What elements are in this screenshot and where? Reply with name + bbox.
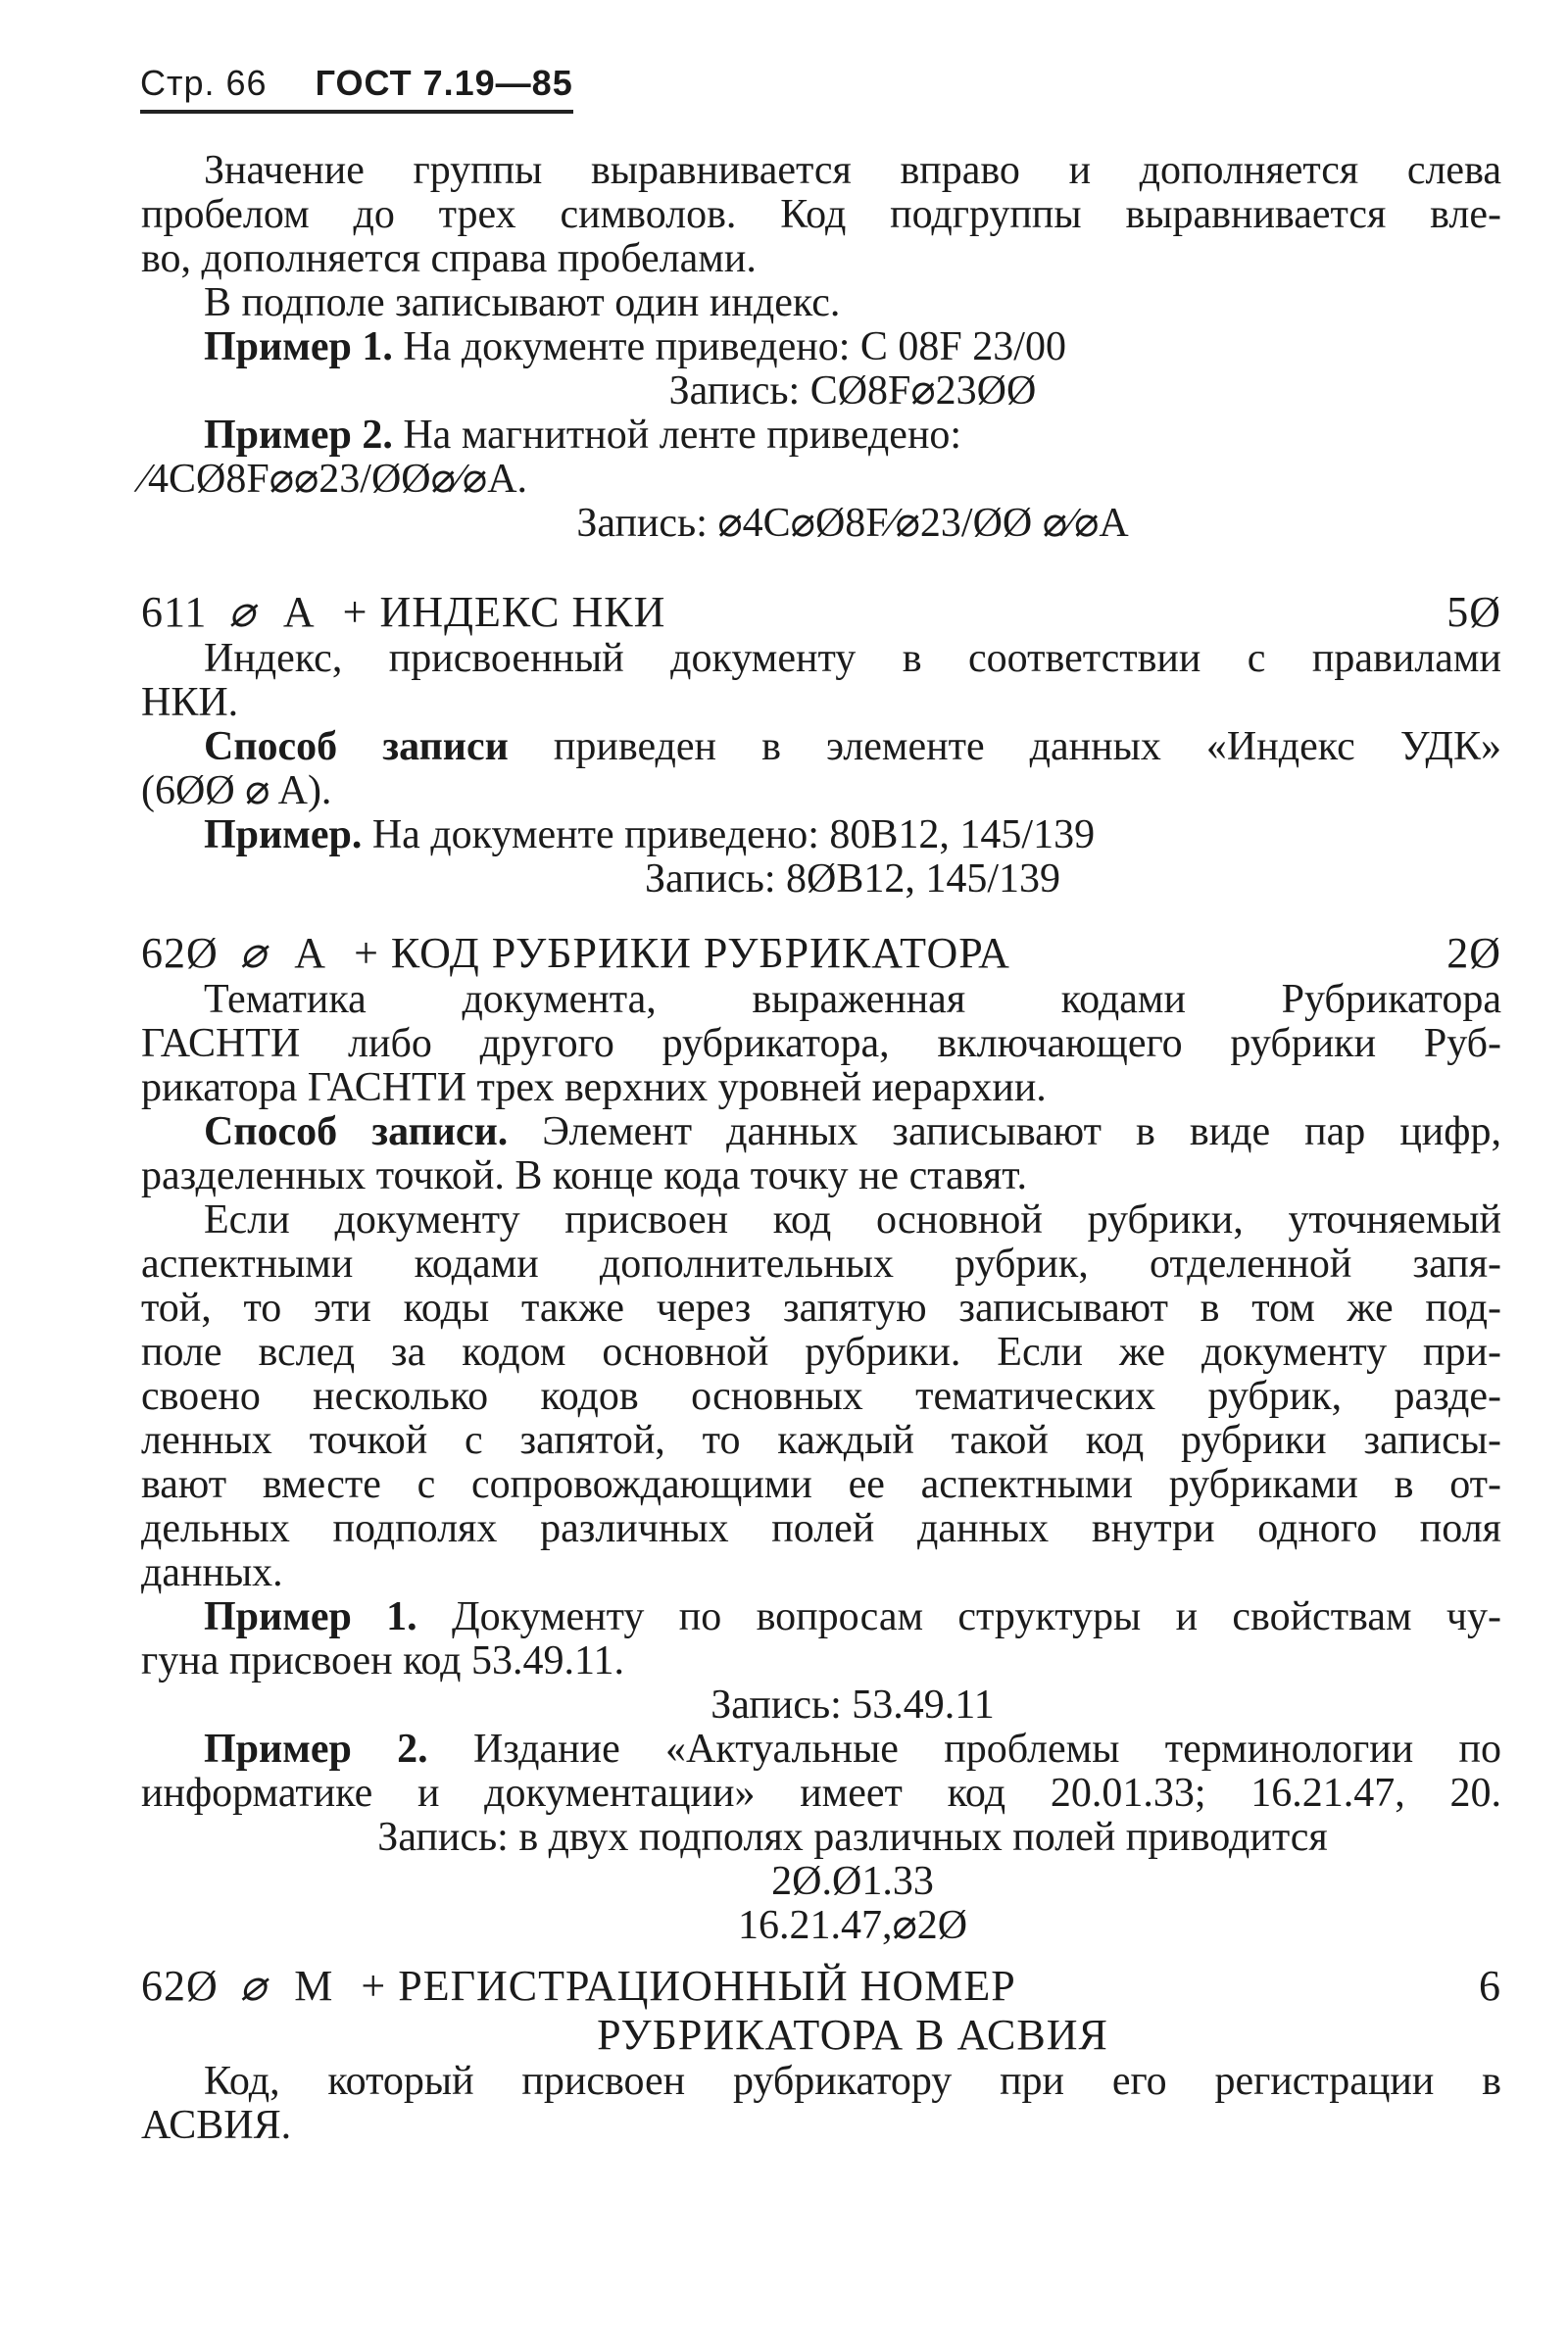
text-line: ГАСНТИ либо другого рубрикатора, включающего рубрики Руб- [141,1021,1501,1066]
record-line: Запись: CØ8F⌀23ØØ [668,368,1037,414]
text-line: пробелом до трех символов. Код подгруппы выравнивается вле- [141,192,1501,237]
record-value: 16.21.47,⌀2Ø [737,1903,968,1948]
method-line [204,1110,1501,1154]
text-line: ленных точкой с запятой, то каждый такой код рубрики записы- [141,1418,1501,1463]
field-subfield: M [294,1962,334,2010]
text-line: аспектными кодами дополнительных рубрик, отделенной запя- [141,1242,1501,1287]
example-text: Издание «Актуальные проблемы терминологии по [427,1727,1502,1772]
field-heading [141,929,1501,978]
method-label: Способ записи [204,724,509,769]
field-heading [141,588,1501,637]
field-name: + РЕГИСТРАЦИОННЫЙ НОМЕР [361,1962,1016,2010]
field-611-block [141,588,1501,902]
text-line: Код, который присвоен рубрикатору при его регистрации в [204,2059,1501,2104]
standard-number: ГОСТ 7.19—85 [315,63,573,103]
field-tag: 611 [141,588,208,636]
text-line: той, то эти коды также через запятую записывают в том же под- [141,1286,1501,1331]
field-subfield: A [282,588,316,636]
method-text: приведен в элементе данных «Индекс УДК» [508,724,1501,769]
text-line: Значение группы выравнивается вправо и дополняется слева [204,148,1501,193]
text-line: Тематика документа, выраженная кодами Рубрикатора [204,977,1501,1022]
field-flag: ⌀ [239,1962,268,2010]
field-length: 6 [1479,1962,1501,2010]
page-header [140,63,573,114]
record-line: Запись: в двух подполях различных полей приводится [377,1815,1328,1860]
text-line: разделенных точкой. В конце кода точку не ставят. [141,1153,1028,1198]
text-line: Индекс, присвоенный документу в соответствии с правилами [204,636,1501,681]
method-label: Способ записи. [204,1109,509,1154]
text-line: своено несколько кодов основных тематических рубрик, разде- [141,1374,1501,1419]
record-line: Запись: 8ØВ12, 145/139 [644,856,1061,902]
source-line: ⁄4CØ8F⌀⌀23/ØØ⌀⁄⌀A. [141,457,528,502]
example-label: Пример 2. [204,1727,428,1772]
text-line: информатике и документации» имеет код 20.01.33; 16.21.47, 20. [141,1771,1501,1816]
record-value: 2Ø.Ø1.33 [771,1859,934,1904]
field-tag: 62Ø [141,929,219,977]
example-line [204,1728,1501,1772]
example-text: На документе приведено: С 08F 23/00 [392,324,1066,369]
method-line [204,725,1501,769]
field-tag: 62Ø [141,1962,219,2010]
record-line: Запись: 53.49.11 [710,1683,995,1728]
example-text: На документе приведено: 80В12, 145/139 [362,812,1096,857]
field-subfield: A [294,929,327,977]
page-number: Стр. 66 [140,63,268,103]
intro-block [141,148,1501,546]
text-line: Если документу присвоен код основной рубрики, уточняемый [204,1197,1501,1243]
example-line [204,813,1501,857]
field-length: 2Ø [1446,929,1501,977]
example-text: На магнитной ленте приведено: [392,413,962,458]
record-line: Запись: ⌀4C⌀Ø8F⁄⌀23/ØØ ⌀⁄⌀A [576,501,1129,546]
field-620m-block [141,1962,1501,2148]
field-620a-block [141,929,1502,1948]
field-name-continued: РУБРИКАТОРА В АСВИЯ [597,2011,1108,2059]
text-line: (6ØØ ⌀ A). [141,768,332,813]
example-line [204,325,1501,369]
example-line [204,414,1501,458]
text-line: дельных подполях различных полей данных внутри одного поля [141,1506,1501,1551]
example-label: Пример 1. [204,324,393,369]
text-line: В подполе записывают один индекс. [204,280,841,325]
field-name: + ИНДЕКС НКИ [342,588,666,636]
field-flag: ⌀ [228,588,256,636]
text-line: вают вместе с сопровождающими ее аспектными рубриками в от- [141,1462,1501,1507]
example-label: Пример 1. [204,1594,417,1639]
text-line: во, дополняется справа пробелами. [141,236,757,281]
example-label: Пример 2. [204,413,393,458]
text-line: рикатора ГАСНТИ трех верхних уровней иерархии. [141,1065,1047,1110]
example-line [204,1595,1501,1639]
field-flag: ⌀ [239,929,268,977]
example-text: Документу по вопросам структуры и свойствам чу- [416,1594,1501,1639]
text-line: данных. [141,1550,283,1595]
field-heading [141,1962,1501,2011]
text-line: поле вслед за кодом основной рубрики. Если же документу при- [141,1330,1501,1375]
text-line: гуна присвоен код 53.49.11. [141,1638,624,1683]
field-length: 5Ø [1446,588,1501,636]
text-line: НКИ. [141,680,239,725]
method-text: Элемент данных записывают в виде пар цифр, [508,1109,1501,1154]
example-label: Пример. [204,812,363,857]
text-line: АСВИЯ. [141,2103,292,2148]
field-name: + КОД РУБРИКИ РУБРИКАТОРА [354,929,1010,977]
